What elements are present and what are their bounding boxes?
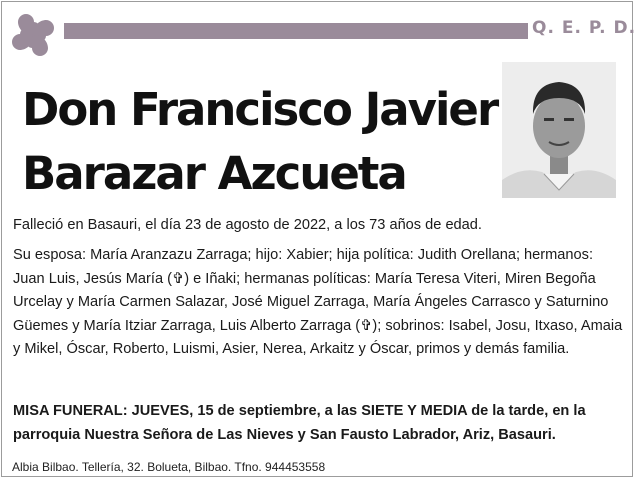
death-notice: Falleció en Basauri, el día 23 de agosto de 2022, a los 73 años de edad. [13, 217, 482, 233]
header-bar [64, 23, 528, 39]
funeral-home-info: Albia Bilbao. Tellería, 32. Bolueta, Bilbao. Tfno. 944453558 [12, 460, 326, 474]
qepd-label: Q. E. P. D. [532, 18, 636, 38]
funeral-mass-info: MISA FUNERAL: JUEVES, 15 de septiembre, a las SIETE Y MEDIA de la tarde, en la parroquia Nuestra Señora de Las Nieves y San Fausto Labrador, Ariz, Basauri. [13, 403, 586, 443]
portrait-photo [502, 62, 616, 198]
deceased-name [22, 78, 498, 206]
name-line-2: Barazar Azcueta [22, 147, 406, 200]
lauburu-cross-icon [6, 8, 60, 62]
family-list: Su esposa: María Aranzazu Zarraga; hijo: Xabier; hija política: Judith Orellana; hermanos: Juan Luis, Jesús María (✞) e Iñaki; hermanas políticas: María Teresa Viteri, Miren Begoña Urcelay y María Carmen Salazar, José Miguel Zarraga, María Ángeles Carrasco y Saturnino Güemes y María Itziar Zarraga, Luis Alberto Zarraga (✞); sobrinos: Isabel, Josu, Itxaso, Amaia y Mikel, Óscar, Roberto, Luismi, Asier, Nerea, Arkaitz y Óscar, primos y demás familia. [13, 247, 623, 358]
name-line-1: Don Francisco Javier [22, 83, 498, 136]
